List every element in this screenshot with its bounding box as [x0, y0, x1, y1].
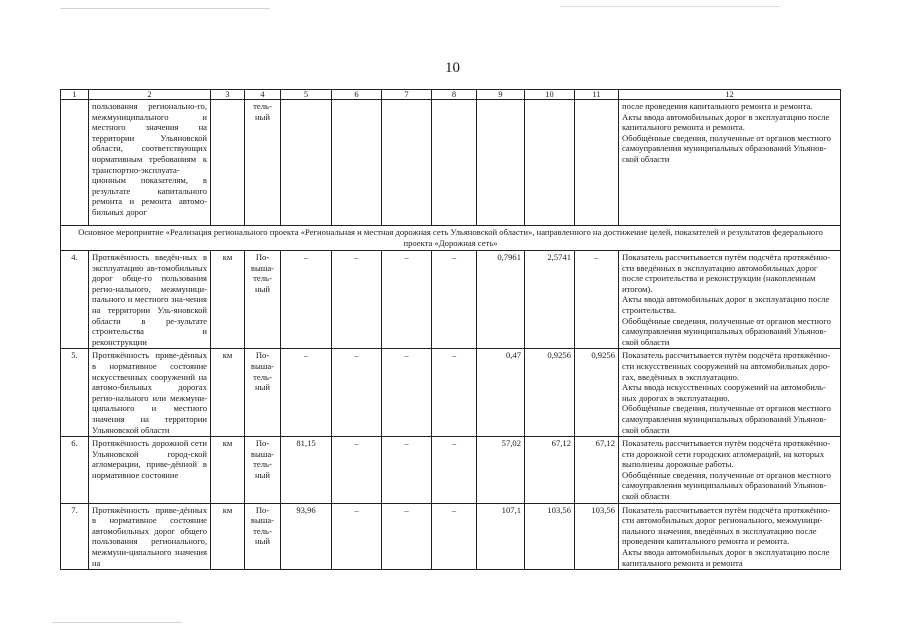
table-row [61, 437, 841, 504]
value-cell [525, 100, 575, 226]
row-number: 7. [61, 503, 89, 570]
value-cell: – [382, 503, 432, 570]
table-row [61, 349, 841, 437]
value-cell [382, 100, 432, 226]
methodology-paragraph: Обобщённые сведения, полученные от органов местного самоуправления муниципальных образований Ульянов-ской области [622, 469, 831, 502]
row-number: 5. [61, 349, 89, 437]
methodology-cell [619, 100, 841, 226]
methodology-cell [619, 503, 841, 570]
methodology-paragraph: Показатель рассчитывается путём подсчёта протяжённо-сти введённых в эксплуатацию автомобильных дорог после строительства и реконструкции (накопленным итогом). [622, 252, 831, 294]
value-cell: – [432, 437, 477, 504]
column-number-row [61, 90, 841, 100]
indicator-name: Протяжённость приве-дённых в нормативное состояние автомобильных дорог общего пользования регионального, межмуни-ципального значения на [89, 503, 211, 570]
methodology-cell [619, 349, 841, 437]
indicator-type: тель-ный [245, 100, 281, 226]
value-cell: – [432, 349, 477, 437]
unit-cell: км [211, 349, 245, 437]
value-cell: 81,15 [281, 437, 332, 504]
indicators-table [60, 89, 841, 570]
value-cell: 93,96 [281, 503, 332, 570]
section-heading-row [61, 226, 841, 251]
unit-cell: км [211, 251, 245, 349]
value-cell: – [281, 349, 332, 437]
section-heading: Основное мероприятие «Реализация регионального проекта «Региональная и местная дорожная сеть Ульяновской области», направленного на достижение целей, показателей и результатов федерального проекта «Дорожная сеть» [61, 226, 841, 251]
indicator-type: По-выша-тель-ный [245, 437, 281, 504]
scan-artifact [60, 8, 270, 9]
methodology-paragraph: Акты ввода автомобильных дорог в эксплуатацию после капитального ремонта и ремонта [622, 547, 830, 568]
row-number: 4. [61, 251, 89, 349]
value-cell [281, 100, 332, 226]
value-cell: – [432, 251, 477, 349]
value-cell [575, 100, 619, 226]
methodology-paragraph: Показатель рассчитывается путём подсчёта протяжённо-сти искусственных сооружений на автомобильных доро-гах, введённых в эксплуатацию. [622, 350, 831, 382]
value-cell: – [281, 251, 332, 349]
unit-cell: км [211, 437, 245, 504]
table-row [61, 251, 841, 349]
methodology-paragraph: Акты ввода искусственных сооружений на автомобиль-ных дорогах в эксплуатацию. [622, 382, 826, 403]
value-cell: 0,9256 [575, 349, 619, 437]
column-number: 12 [619, 90, 841, 100]
value-cell: 57,02 [477, 437, 525, 504]
methodology-paragraph: Обобщённые сведения, полученные от органов местного самоуправления муниципальных образований Ульянов-ской области [622, 132, 831, 164]
unit-cell: км [211, 503, 245, 570]
methodology-paragraph: Обобщённые сведения, полученные от органов местного самоуправления муниципальных образований Ульянов-ской области [622, 403, 831, 435]
row-number [61, 100, 89, 226]
methodology-cell [619, 437, 841, 504]
column-number: 6 [332, 90, 382, 100]
column-number: 10 [525, 90, 575, 100]
value-cell [477, 100, 525, 226]
row-number: 6. [61, 437, 89, 504]
value-cell: – [332, 437, 382, 504]
value-cell: – [332, 503, 382, 570]
value-cell: 67,12 [575, 437, 619, 504]
value-cell: 103,56 [525, 503, 575, 570]
indicator-name: Протяжённость приве-дённых в нормативное состояние искусственных сооружений на автомо-бильных дорогах регио-нального или межмуни-ципального и местного значения на территории Ульяновской области [89, 349, 211, 437]
column-number: 9 [477, 90, 525, 100]
column-number: 4 [245, 90, 281, 100]
unit-cell [211, 100, 245, 226]
value-cell: – [432, 503, 477, 570]
table-row-continuation [61, 100, 841, 226]
value-cell: 0,47 [477, 349, 525, 437]
methodology-paragraph: Акты ввода автомобильных дорог в эксплуатацию после капитального ремонта и ремонта. [622, 111, 830, 133]
methodology-paragraph: Обобщённые сведения, полученные от органов местного самоуправления муниципальных образований Ульянов-ской области [622, 315, 831, 347]
methodology-cell [619, 251, 841, 349]
methodology-paragraph: Показатель рассчитывается путём подсчёта протяжённо-сти автомобильных дорог регионального, межмуници-пального значения, введённых в эксплуатацию после проведения капитального ремонта и ремонта. [622, 504, 831, 547]
value-cell [332, 100, 382, 226]
page-number: 10 [445, 60, 460, 76]
value-cell: – [382, 437, 432, 504]
value-cell: – [575, 251, 619, 349]
value-cell: – [332, 251, 382, 349]
value-cell: 0,9256 [525, 349, 575, 437]
table-row [61, 503, 841, 570]
value-cell: – [382, 349, 432, 437]
indicator-name: Протяжённость дорожной сети Ульяновской город-ской агломерации, приве-дённой в нормативное состояние [89, 437, 211, 504]
indicator-type: По-выша-тель-ный [245, 503, 281, 570]
value-cell [432, 100, 477, 226]
indicator-type: По-выша-тель-ный [245, 251, 281, 349]
value-cell: 0,7961 [477, 251, 525, 349]
column-number: 7 [382, 90, 432, 100]
indicator-type: По-выша-тель-ный [245, 349, 281, 437]
value-cell: 2,5741 [525, 251, 575, 349]
value-cell: 67,12 [525, 437, 575, 504]
scan-artifact [52, 622, 182, 623]
methodology-paragraph: Акты ввода автомобильных дорог в эксплуатацию после строительства. [622, 294, 830, 315]
scan-artifact [560, 6, 780, 7]
methodology-paragraph: после проведения капитального ремонта и ремонта. [622, 101, 813, 111]
indicator-name: пользования регионально-го, межмуниципального и местного значения на территории Ульяновской области, соответствующих нормативным требованиям к транспортно-эксплуата-ционным показателям, в результате капитального ремонта и ремонта автомо-бильных дорог [89, 100, 211, 226]
column-number: 11 [575, 90, 619, 100]
column-number: 3 [211, 90, 245, 100]
value-cell: – [382, 251, 432, 349]
indicator-name: Протяжённость введён-ных в эксплуатацию ав-томобильных дорог обще-го пользования регио-нального, межмуници-пального и местного зна-чения на территории Уль-яновской области в ре-зультате строительства и реконструкции [89, 251, 211, 349]
column-number: 8 [432, 90, 477, 100]
methodology-paragraph: Показатель рассчитывается путём подсчёта протяжённо-сти дорожной сети городских агломераций, на которых выполнены дорожные работы. [622, 438, 831, 470]
column-number: 2 [89, 90, 211, 100]
value-cell: 107,1 [477, 503, 525, 570]
column-number: 5 [281, 90, 332, 100]
value-cell: 103,56 [575, 503, 619, 570]
column-number: 1 [61, 90, 89, 100]
value-cell: – [332, 349, 382, 437]
